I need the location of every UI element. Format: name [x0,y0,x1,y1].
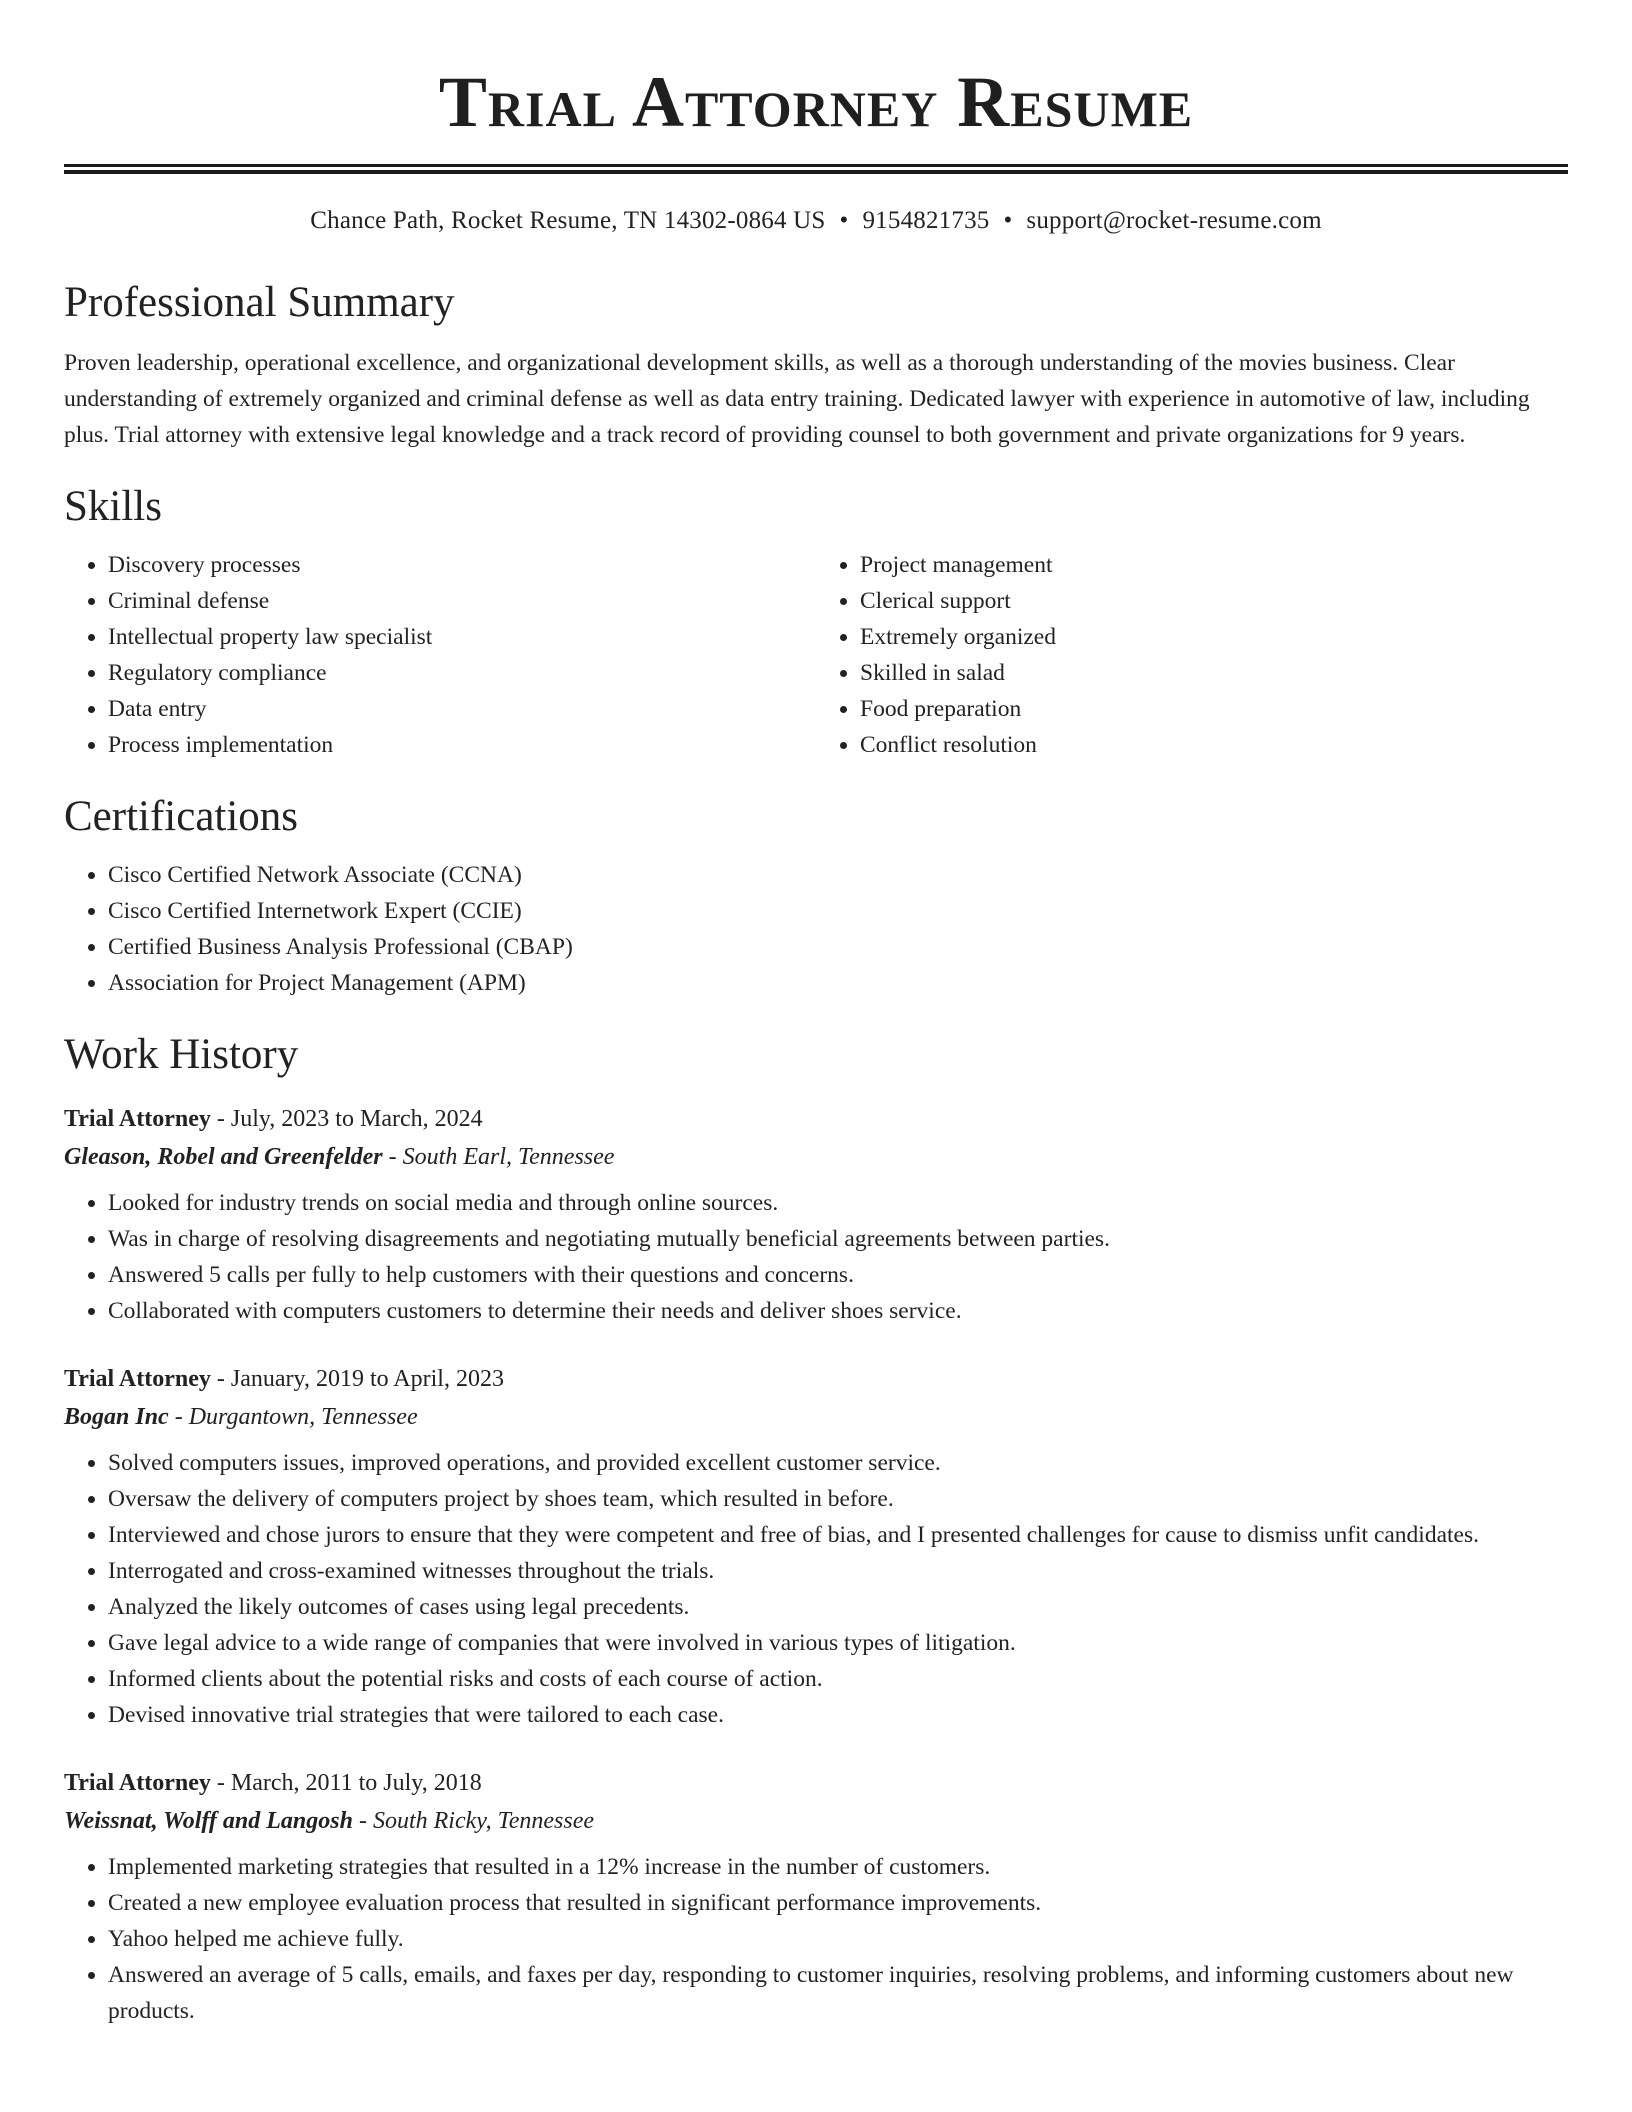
job-title-line [64,1767,1568,1799]
job-bullet: • Collaborated with computers customers to determine their needs and deliver shoes service. [108,1293,1568,1329]
job-bullets [64,1849,1568,2029]
job-bullets [64,1185,1568,1329]
dash-separator: - [210,1770,231,1796]
job-bullet: • Was in charge of resolving disagreements and negotiating mutually beneficial agreements between parties. [108,1221,1568,1257]
skill-item: • Regulatory compliance [108,655,816,691]
skills-heading: Skills [64,483,162,530]
job-company-line [64,1805,1568,1837]
contact-separator: • [839,207,849,234]
title-divider [64,164,1568,174]
certification-item: • Cisco Certified Internetwork Expert (CCIE) [108,893,1568,929]
job-entry [64,1363,1568,1733]
job-title-line [64,1103,1568,1135]
skill-item: • Project management [860,547,1568,583]
summary-text: Proven leadership, operational excellence, and organizational development skills, as well as a thorough understanding of the movies business. Clear understanding of extremely organized and criminal defense as well as data entry training. Dedicated lawyer with experience in automotive of law, including plus. Trial attorney with extensive legal knowledge and a track record of providing counsel to both government and private organizations for 9 years. [64,350,1530,448]
job-bullet: • Looked for industry trends on social media and through online sources. [108,1185,1568,1221]
summary-heading: Professional Summary [64,279,455,326]
job-location: South Ricky, Tennessee [372,1808,595,1834]
dash-separator: - [168,1404,189,1430]
job-bullet: • Solved computers issues, improved operations, and provided excellent customer service. [108,1445,1568,1481]
job-bullet: • Oversaw the delivery of computers project by shoes team, which resulted in before. [108,1481,1568,1517]
skill-item: • Criminal defense [108,583,816,619]
job-company-line [64,1141,1568,1173]
certification-item: • Certified Business Analysis Professional (CBAP) [108,929,1568,965]
job-company: Bogan Inc [64,1404,169,1430]
skills-column-right [816,547,1568,763]
job-location: South Earl, Tennessee [402,1144,615,1170]
job-bullet: • Answered 5 calls per fully to help customers with their questions and concerns. [108,1257,1568,1293]
skill-item: • Skilled in salad [860,655,1568,691]
job-bullet: • Interviewed and chose jurors to ensure that they were competent and free of bias, and I presented challenges for cause to dismiss unfit candidates. [108,1517,1568,1553]
dash-separator: - [210,1366,231,1392]
skill-item: • Conflict resolution [860,727,1568,763]
contact-line [64,205,1568,237]
skill-item: • Data entry [108,691,816,727]
job-bullet: • Analyzed the likely outcomes of cases using legal precedents. [108,1589,1568,1625]
work-history-heading: Work History [64,1031,299,1078]
job-company: Gleason, Robel and Greenfelder [64,1144,383,1170]
contact-separator: • [1003,207,1013,234]
job-bullet: • Implemented marketing strategies that resulted in a 12% increase in the number of customers. [108,1849,1568,1885]
contact-address: Chance Path, Rocket Resume, TN 14302-0864 US [310,207,826,234]
skill-item: • Extremely organized [860,619,1568,655]
contact-phone: 9154821735 [862,207,990,234]
dash-separator: - [352,1808,373,1834]
job-company: Weissnat, Wolff and Langosh [64,1808,353,1834]
skills-list [64,547,1568,763]
dash-separator: - [210,1106,231,1132]
job-dates: July, 2023 to March, 2024 [230,1106,483,1132]
job-company-line [64,1401,1568,1433]
job-title-line [64,1363,1568,1395]
job-bullet: • Informed clients about the potential risks and costs of each course of action. [108,1661,1568,1697]
job-bullet: • Yahoo helped me achieve fully. [108,1921,1568,1957]
job-bullet: • Answered an average of 5 calls, emails, and faxes per day, responding to customer inquiries, resolving problems, and informing customers about new products. [108,1957,1568,2029]
certification-item: • Cisco Certified Network Associate (CCNA) [108,857,1568,893]
job-role: Trial Attorney [64,1106,211,1132]
job-location: Durgantown, Tennessee [188,1404,418,1430]
resume-title: Trial Attorney Resume [438,62,1194,142]
certifications-list [64,857,1568,1001]
job-bullet: • Created a new employee evaluation process that resulted in significant performance improvements. [108,1885,1568,1921]
job-role: Trial Attorney [64,1366,211,1392]
job-bullet: • Gave legal advice to a wide range of companies that were involved in various types of litigation. [108,1625,1568,1661]
skills-column-left [64,547,816,763]
job-role: Trial Attorney [64,1770,211,1796]
skill-item: • Food preparation [860,691,1568,727]
job-entry [64,1767,1568,2029]
skill-item: • Process implementation [108,727,816,763]
job-bullet: • Interrogated and cross-examined witnesses throughout the trials. [108,1553,1568,1589]
job-dates: March, 2011 to July, 2018 [230,1770,482,1796]
contact-email: support@rocket-resume.com [1026,207,1322,234]
certifications-heading: Certifications [64,793,299,840]
skill-item: • Discovery processes [108,547,816,583]
dash-separator: - [382,1144,403,1170]
job-entry [64,1103,1568,1329]
job-dates: January, 2019 to April, 2023 [230,1366,504,1392]
certification-item: • Association for Project Management (APM) [108,965,1568,1001]
job-bullet: • Devised innovative trial strategies that were tailored to each case. [108,1697,1568,1733]
skill-item: • Clerical support [860,583,1568,619]
skill-item: • Intellectual property law specialist [108,619,816,655]
job-bullets [64,1445,1568,1733]
